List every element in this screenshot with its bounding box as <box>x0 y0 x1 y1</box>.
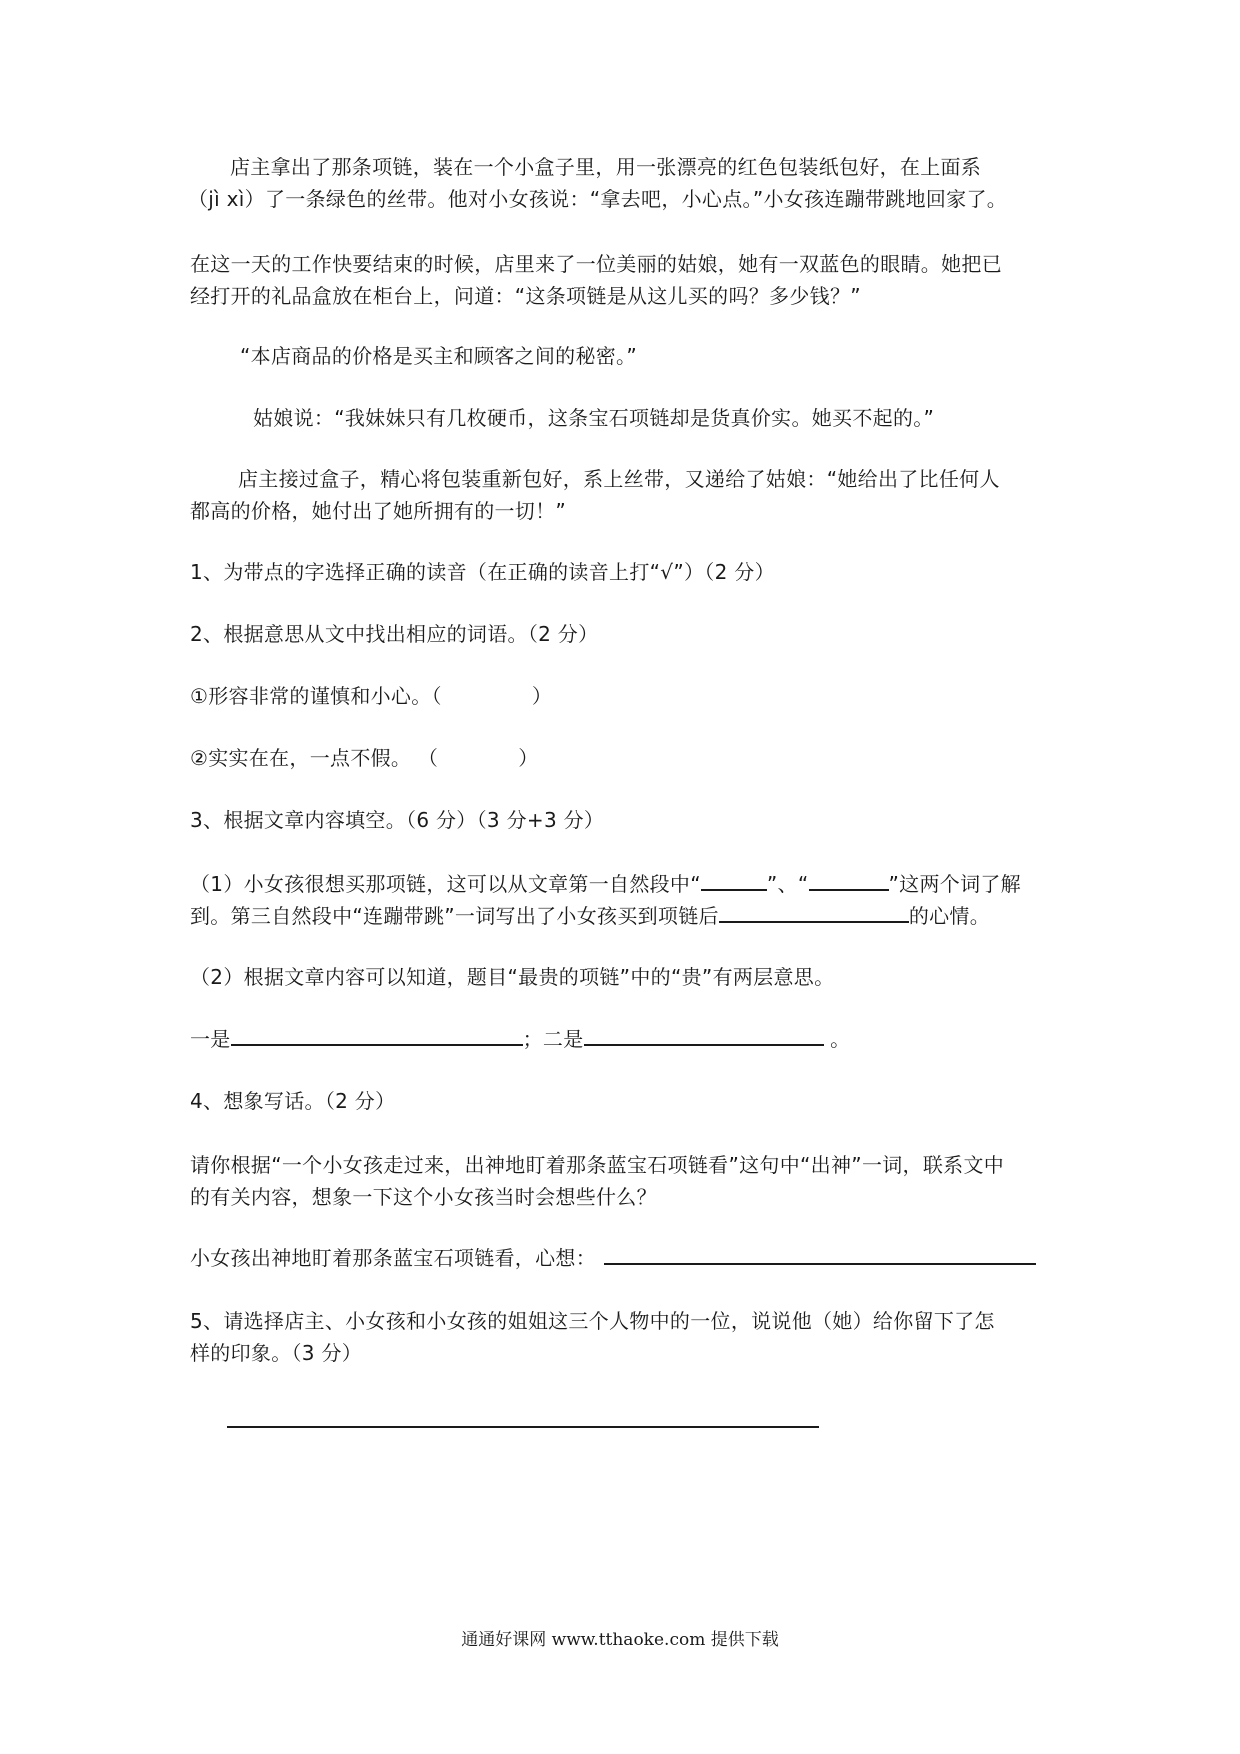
question-3-part-1-text-a: （1）小女孩很想买那项链，这可以从文章第一自然段中“ <box>190 872 701 896</box>
answer-blank-3-1-b[interactable] <box>809 871 889 891</box>
passage-paragraph-5-line-1: 店主接过盒子，精心将包装重新包好，系上丝带，又递给了姑娘：“她给出了比任何人 <box>238 467 1000 491</box>
question-3-part-1-text-b: ”、“ <box>766 872 809 896</box>
question-3-part-1-text-d: 到。第三自然段中“连蹦带跳”一词写出了小女孩买到项链后 <box>190 904 719 928</box>
question-3: 3、根据文章内容填空。（6 分）（3 分+3 分） <box>190 808 605 832</box>
answer-blank-3-2-b[interactable] <box>584 1026 824 1046</box>
question-3-part-1-text-e: 的心情。 <box>908 904 991 928</box>
question-4: 4、想象写话。（2 分） <box>190 1089 396 1113</box>
question-3-part-2-label-a: 一是 <box>190 1027 231 1051</box>
question-2-item-b-close: ） <box>518 746 539 770</box>
question-3-part-1-text-c: ”这两个词了解 <box>888 872 1021 896</box>
passage-paragraph-5-line-2: 都高的价格，她付出了她所拥有的一切！” <box>190 499 567 523</box>
question-5-line-2: 样的印象。（3 分） <box>190 1341 363 1365</box>
question-2-item-a-text: ①形容非常的谨慎和小心。（ <box>190 684 442 708</box>
question-4-instruction-line-1: 请你根据“一个小女孩走过来，出神地盯着那条蓝宝石项链看”这句中“出神”一词，联系文中 <box>190 1153 1005 1177</box>
answer-line-5[interactable] <box>227 1426 819 1428</box>
question-3-part-2-end: 。 <box>823 1027 851 1051</box>
passage-paragraph-1-line-2: （jì xì）了一条绿色的丝带。他对小女孩说：“拿去吧，小心点。”小女孩连蹦带跳地回家了。 <box>188 187 1008 211</box>
passage-paragraph-1-line-1: 店主拿出了那条项链，装在一个小盒子里，用一张漂亮的红色包装纸包好，在上面系 <box>230 155 982 179</box>
answer-blank-3-1-a[interactable] <box>701 871 767 891</box>
question-2: 2、根据意思从文中找出相应的词语。（2 分） <box>190 622 599 646</box>
question-2-item-b-text: ②实实在在，一点不假。 （ <box>190 746 439 770</box>
question-2-item-a <box>190 681 1070 711</box>
passage-paragraph-2-line-1: 在这一天的工作快要结束的时候，店里来了一位美丽的姑娘，她有一双蓝色的眼睛。她把已 <box>190 252 1002 276</box>
question-2-item-b <box>190 743 1070 773</box>
question-3-part-2-label-b: ；二是 <box>522 1027 584 1051</box>
question-4-instruction-line-2: 的有关内容，想象一下这个小女孩当时会想些什么？ <box>190 1185 657 1209</box>
question-4-prompt-text: 小女孩出神地盯着那条蓝宝石项链看，心想： <box>190 1246 596 1270</box>
passage-paragraph-2-line-2: 经打开的礼品盒放在柜台上，问道：“这条项链是从这儿买的吗？多少钱？” <box>190 284 861 308</box>
question-4-prompt <box>190 1243 1070 1273</box>
question-3-part-1-line-1 <box>190 869 1070 899</box>
question-3-part-1-line-2 <box>190 901 1070 931</box>
answer-blank-3-2-a[interactable] <box>231 1026 523 1046</box>
question-3-part-2: （2）根据文章内容可以知道，题目“最贵的项链”中的“贵”有两层意思。 <box>190 965 835 989</box>
question-1: 1、为带点的字选择正确的读音（在正确的读音上打“√”）（2 分） <box>190 560 775 584</box>
question-2-item-a-close: ） <box>531 684 553 708</box>
answer-blank-3-1-c[interactable] <box>719 903 909 923</box>
passage-paragraph-4: 姑娘说：“我妹妹只有几枚硬币，这条宝石项链却是货真价实。她买不起的。” <box>253 406 935 430</box>
passage-paragraph-3: “本店商品的价格是买主和顾客之间的秘密。” <box>240 344 638 368</box>
page-footer: 通通好课网 www.tthaoke.com 提供下载 <box>461 1630 779 1650</box>
question-5-line-1: 5、请选择店主、小女孩和小女孩的姐姐这三个人物中的一位，说说他（她）给你留下了怎 <box>190 1309 995 1333</box>
answer-blank-4[interactable] <box>604 1245 1036 1265</box>
question-3-part-2-answer-line <box>190 1024 1070 1054</box>
